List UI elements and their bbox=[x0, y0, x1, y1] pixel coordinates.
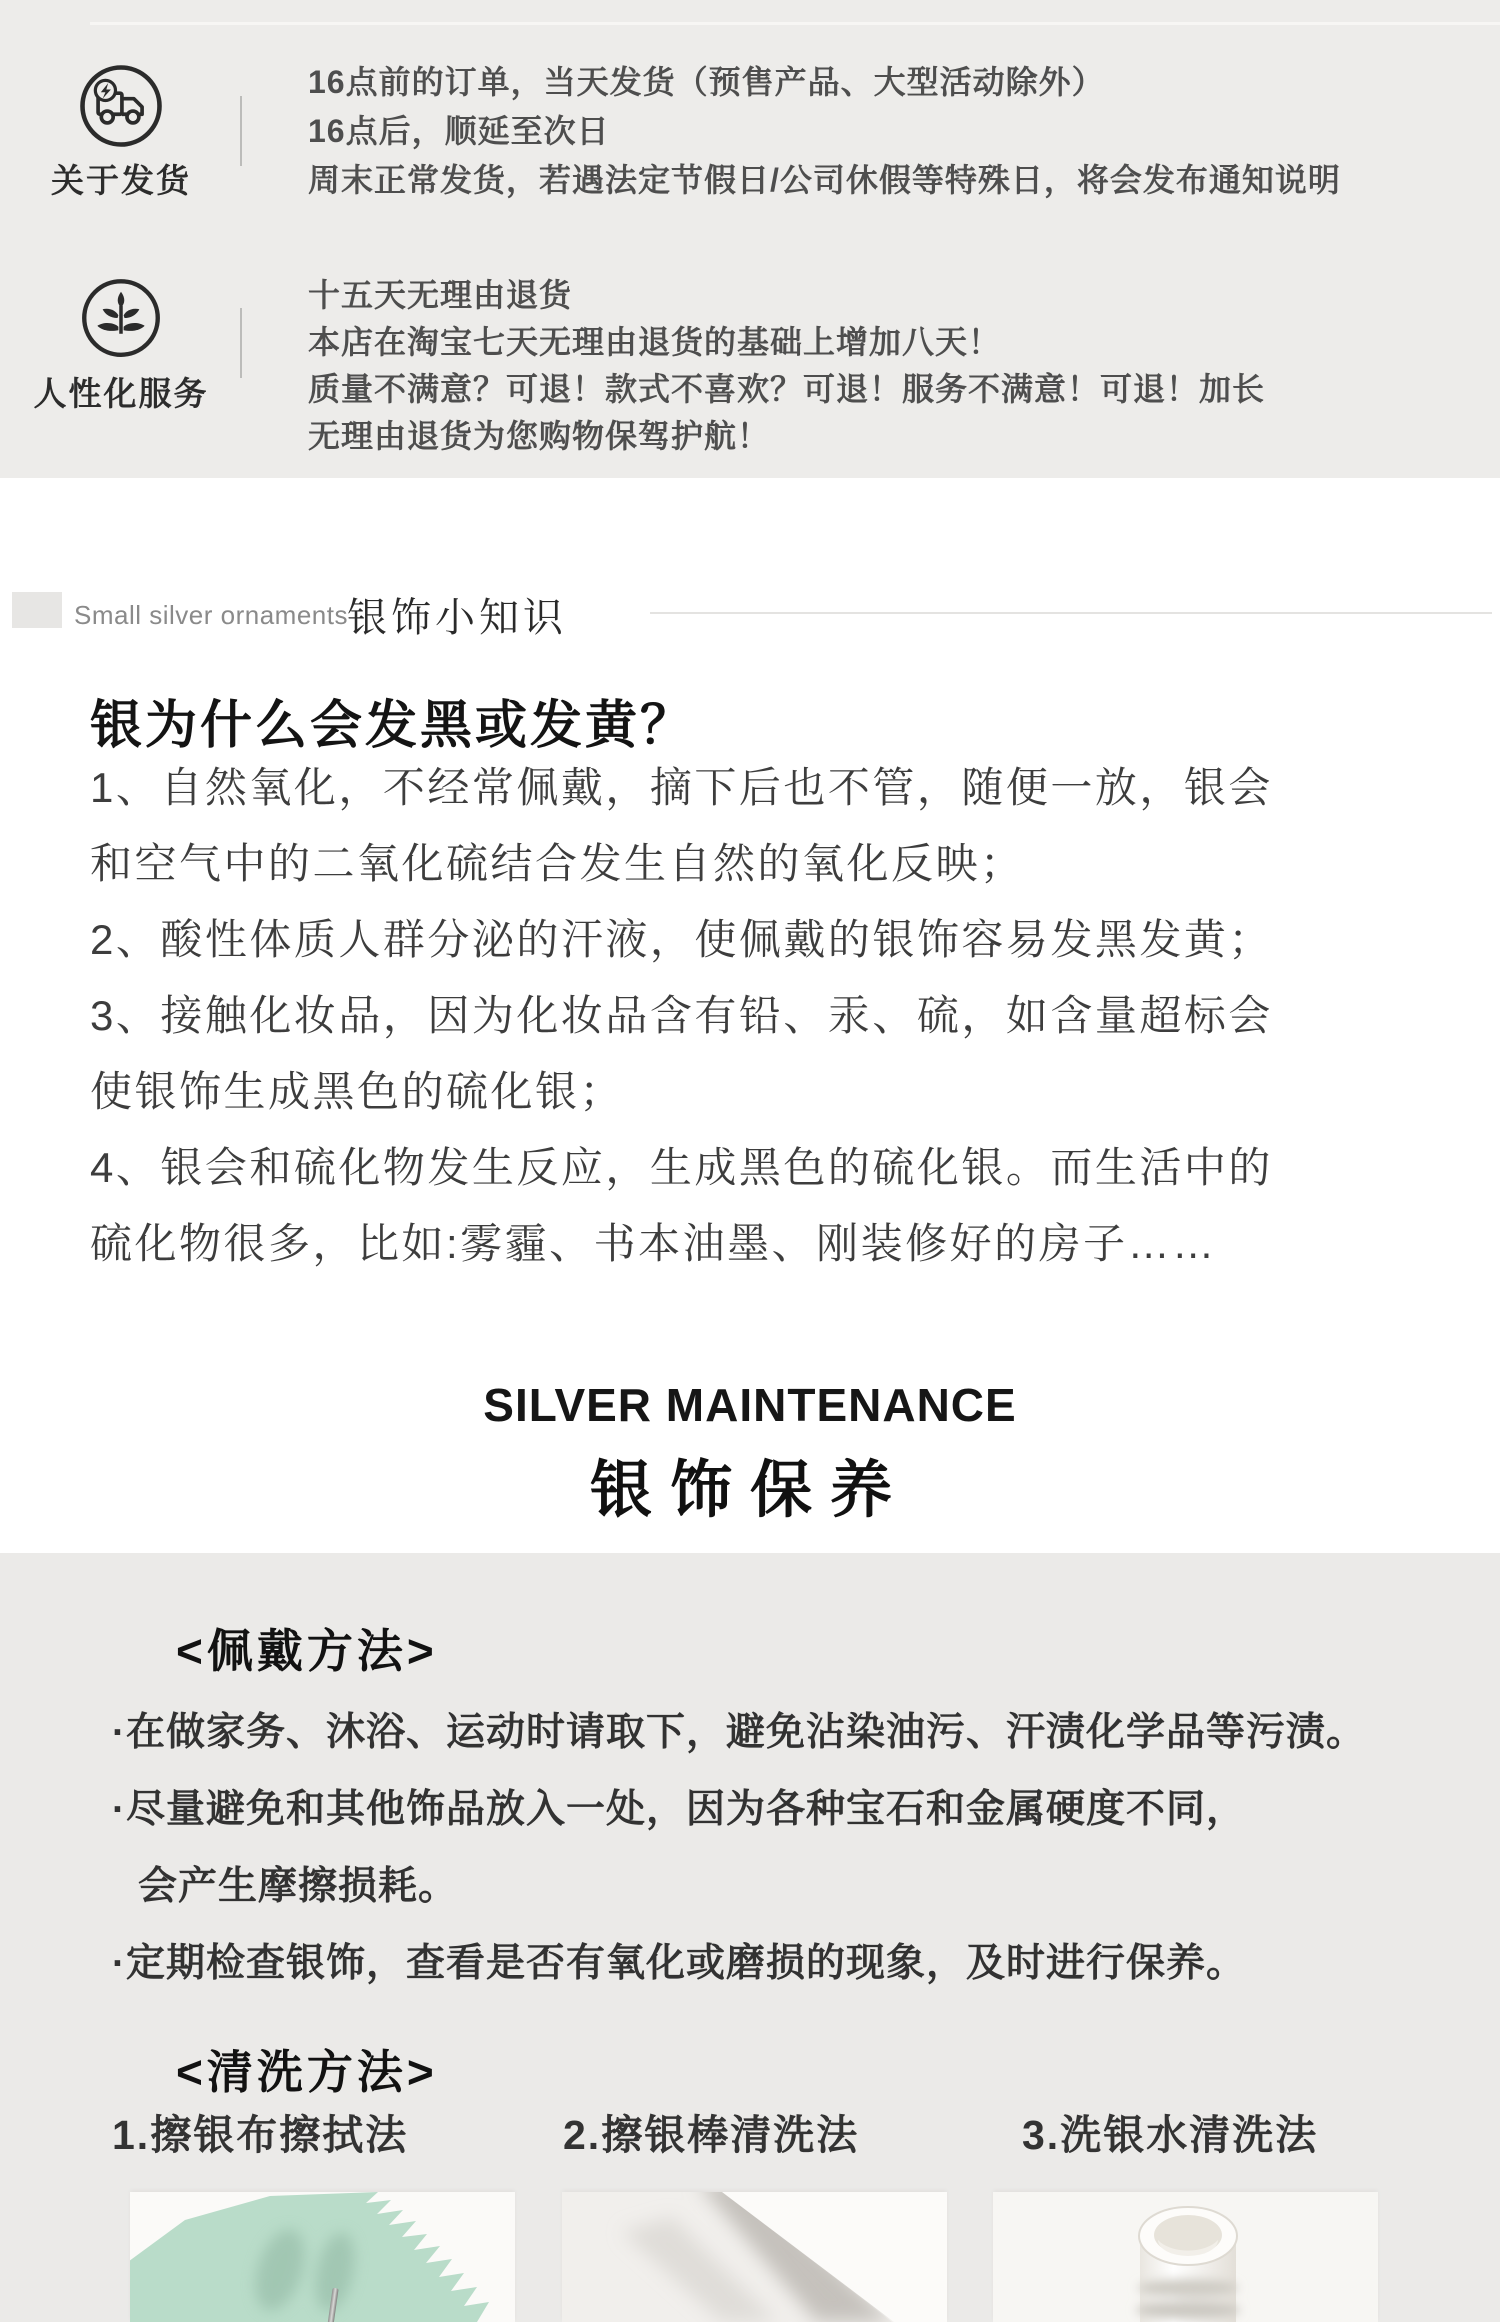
wear-method-title: <佩戴方法> bbox=[176, 1625, 438, 1677]
service-line: 本店在淘宝七天无理由退货的基础上增加八天！ bbox=[308, 324, 1002, 360]
shipping-line: 16点前的订单，当天发货（预售产品、大型活动除外） bbox=[308, 64, 1105, 100]
polish-cloth-image bbox=[130, 2192, 515, 2322]
service-info-section bbox=[0, 0, 1500, 478]
truck-icon bbox=[77, 62, 165, 150]
top-divider bbox=[90, 22, 1500, 25]
reason-line: 和空气中的二氧化硫结合发生自然的氧化反映； bbox=[90, 840, 1025, 887]
polish-stick-image bbox=[562, 2192, 947, 2322]
method-label-3: 3.洗银水清洗法 bbox=[1022, 2112, 1319, 2158]
method-label-1: 1.擦银布擦拭法 bbox=[112, 2112, 409, 2158]
reason-line: 使银饰生成黑色的硫化银； bbox=[90, 1068, 625, 1115]
shipping-line: 16点后，顺延至次日 bbox=[308, 113, 610, 149]
divider bbox=[240, 308, 242, 378]
wear-bullet: ·定期检查银饰，查看是否有氧化或磨损的现象，及时进行保养。 bbox=[112, 1942, 1246, 1985]
service-lines bbox=[308, 272, 1265, 460]
header-square bbox=[12, 592, 62, 628]
clean-method-title: <清洗方法> bbox=[176, 2046, 438, 2098]
header-title-zh: 银饰小知识 bbox=[347, 596, 567, 640]
maintenance-title-zh: 银饰保养 bbox=[589, 1456, 910, 1525]
shipping-label: 关于发货 bbox=[51, 162, 191, 199]
method-label-2: 2.擦银棒清洗法 bbox=[563, 2112, 860, 2158]
wear-bullets bbox=[112, 1694, 1452, 2002]
service-line: 无理由退货为您购物保驾护航！ bbox=[308, 418, 771, 454]
header-rule bbox=[650, 612, 1492, 614]
reason-line: 硫化物很多，比如:雾霾、书本油墨、刚装修好的房子…… bbox=[90, 1220, 1217, 1267]
reasons-list bbox=[90, 750, 1470, 1282]
question-title: 银为什么会发黑或发黄？ bbox=[90, 697, 696, 755]
reason-line: 2、酸性体质人群分泌的汗液，使佩戴的银饰容易发黑发黄； bbox=[90, 916, 1273, 963]
reason-line: 1、自然氧化，不经常佩戴，摘下后也不管，随便一放，银会 bbox=[90, 764, 1273, 811]
shipping-lines bbox=[308, 58, 1341, 205]
cleaning-liquid-image bbox=[993, 2192, 1378, 2322]
shipping-line: 周末正常发货，若遇法定节假日/公司休假等特殊日，将会发布通知说明 bbox=[308, 162, 1341, 198]
sprout-icon bbox=[79, 276, 163, 360]
divider bbox=[240, 96, 242, 166]
service-label: 人性化服务 bbox=[33, 375, 209, 412]
polish-cloth-photo bbox=[130, 2192, 515, 2322]
wear-bullet: ·在做家务、沐浴、运动时请取下，避免沾染油污、汗渍化学品等污渍。 bbox=[112, 1711, 1366, 1754]
reason-line: 3、接触化妆品，因为化妆品含有铅、汞、硫，如含量超标会 bbox=[90, 992, 1273, 1039]
cleaning-liquid-photo bbox=[993, 2192, 1378, 2322]
header-subtitle-en: Small silver ornaments bbox=[74, 600, 348, 630]
service-line: 质量不满意？可退！款式不喜欢？可退！服务不满意！可退！加长 bbox=[308, 371, 1266, 407]
wear-bullet-continuation: 会产生摩擦损耗。 bbox=[138, 1865, 459, 1908]
maintenance-title-en: SILVER MAINTENANCE bbox=[483, 1379, 1017, 1431]
polish-stick-photo bbox=[562, 2192, 947, 2322]
service-line: 十五天无理由退货 bbox=[308, 277, 573, 313]
wear-bullet: ·尽量避免和其他饰品放入一处，因为各种宝石和金属硬度不同， bbox=[112, 1788, 1246, 1831]
reason-line: 4、银会和硫化物发生反应，生成黑色的硫化银。而生活中的 bbox=[90, 1144, 1273, 1191]
